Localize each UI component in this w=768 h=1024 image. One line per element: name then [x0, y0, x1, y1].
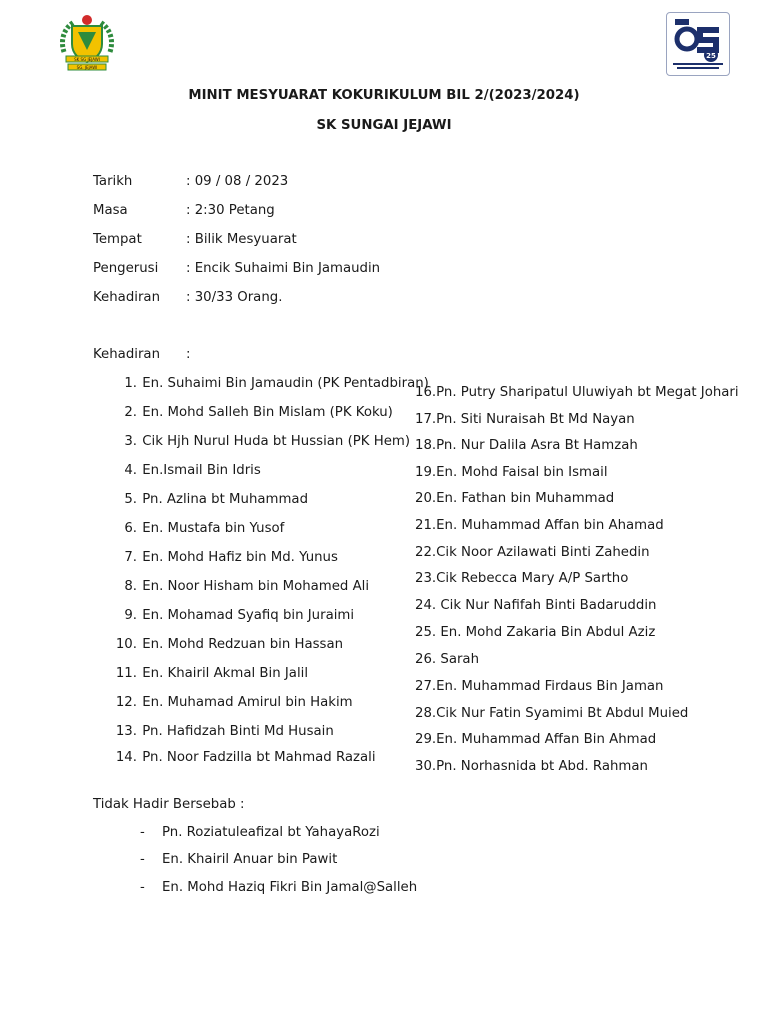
list-item: 20.En. Fathan bin Muhammad: [415, 491, 615, 506]
detail-label-place: Tempat: [93, 232, 142, 247]
detail-value-chair: : Encik Suhaimi Bin Jamaudin: [186, 261, 381, 276]
absent-heading: Tidak Hadir Bersebab :: [93, 797, 245, 812]
detail-label-date: Tarikh: [93, 174, 133, 189]
list-item: 19.En. Mohd Faisal bin Ismail: [415, 465, 608, 480]
list-item: 7. En. Mohd Hafiz bin Md. Yunus: [124, 550, 338, 565]
school-crest-icon: [56, 12, 118, 74]
list-item: 23.Cik Rebecca Mary A/P Sartho: [415, 571, 629, 586]
ks-25-emblem-logo: [666, 12, 730, 76]
attendance-heading-colon: :: [186, 347, 191, 362]
list-item: 12. En. Muhamad Amirul bin Hakim: [115, 695, 353, 710]
svg-text:SG. JEJAWI: SG. JEJAWI: [76, 65, 98, 70]
list-item: 16.Pn. Putry Sharipatul Uluwiyah bt Megat Johari: [415, 385, 739, 400]
bullet-dash: -: [140, 825, 145, 840]
attendance-heading: Kehadiran: [93, 347, 160, 362]
list-item: 11. En. Khairil Akmal Bin Jalil: [115, 666, 309, 681]
list-item: 21.En. Muhammad Affan bin Ahamad: [415, 518, 664, 533]
detail-value-date: : 09 / 08 / 2023: [186, 174, 289, 189]
bullet-dash: -: [140, 880, 145, 895]
list-item: 3. Cik Hjh Nurul Huda bt Hussian (PK Hem): [124, 434, 411, 449]
detail-value-time: : 2:30 Petang: [186, 203, 275, 218]
detail-label-attendance: Kehadiran: [93, 290, 160, 305]
list-item: 18.Pn. Nur Dalila Asra Bt Hamzah: [415, 438, 638, 453]
list-item: 28.Cik Nur Fatin Syamimi Bt Abdul Muied: [415, 706, 689, 721]
svg-text:25: 25: [706, 52, 716, 60]
detail-label-chair: Pengerusi: [93, 261, 159, 276]
list-item: 9. En. Mohamad Syafiq bin Juraimi: [124, 608, 355, 623]
list-item: 29.En. Muhammad Affan Bin Ahmad: [415, 732, 657, 747]
list-item: 2. En. Mohd Salleh Bin Mislam (PK Koku): [124, 405, 393, 420]
list-item: 17.Pn. Siti Nuraisah Bt Md Nayan: [415, 412, 635, 427]
list-item: 5. Pn. Azlina bt Muhammad: [124, 492, 309, 507]
list-item: 30.Pn. Norhasnida bt Abd. Rahman: [415, 759, 648, 774]
detail-label-time: Masa: [93, 203, 128, 218]
list-item: 25. En. Mohd Zakaria Bin Abdul Aziz: [415, 625, 656, 640]
list-item: 14. Pn. Noor Fadzilla bt Mahmad Razali: [115, 750, 376, 765]
detail-value-attendance: : 30/33 Orang.: [186, 290, 283, 305]
document-subtitle: SK SUNGAI JEJAWI: [316, 118, 452, 133]
school-crest-logo: [56, 12, 118, 74]
list-item: 8. En. Noor Hisham bin Mohamed Ali: [124, 579, 370, 594]
list-item: 24. Cik Nur Nafifah Binti Badaruddin: [415, 598, 657, 613]
list-item: Pn. Roziatuleafizal bt YahayaRozi: [162, 825, 380, 840]
bullet-dash: -: [140, 852, 145, 867]
ks-25-emblem-icon: [667, 13, 729, 75]
list-item: En. Mohd Haziq Fikri Bin Jamal@Salleh: [162, 880, 418, 895]
list-item: 13. Pn. Hafidzah Binti Md Husain: [115, 724, 334, 739]
list-item: 4. En.Ismail Bin Idris: [124, 463, 261, 478]
list-item: 10. En. Mohd Redzuan bin Hassan: [115, 637, 344, 652]
list-item: 27.En. Muhammad Firdaus Bin Jaman: [415, 679, 664, 694]
detail-value-place: : Bilik Mesyuarat: [186, 232, 297, 247]
document-title: MINIT MESYUARAT KOKURIKULUM BIL 2/(2023/2024): [188, 88, 580, 103]
list-item: 6. En. Mustafa bin Yusof: [124, 521, 285, 536]
list-item: En. Khairil Anuar bin Pawit: [162, 852, 338, 867]
list-item: 26. Sarah: [415, 652, 480, 667]
svg-text:SK SG JEJAWI: SK SG JEJAWI: [74, 57, 100, 62]
list-item: 1. En. Suhaimi Bin Jamaudin (PK Pentadbiran): [124, 376, 429, 391]
list-item: 22.Cik Noor Azilawati Binti Zahedin: [415, 545, 650, 560]
